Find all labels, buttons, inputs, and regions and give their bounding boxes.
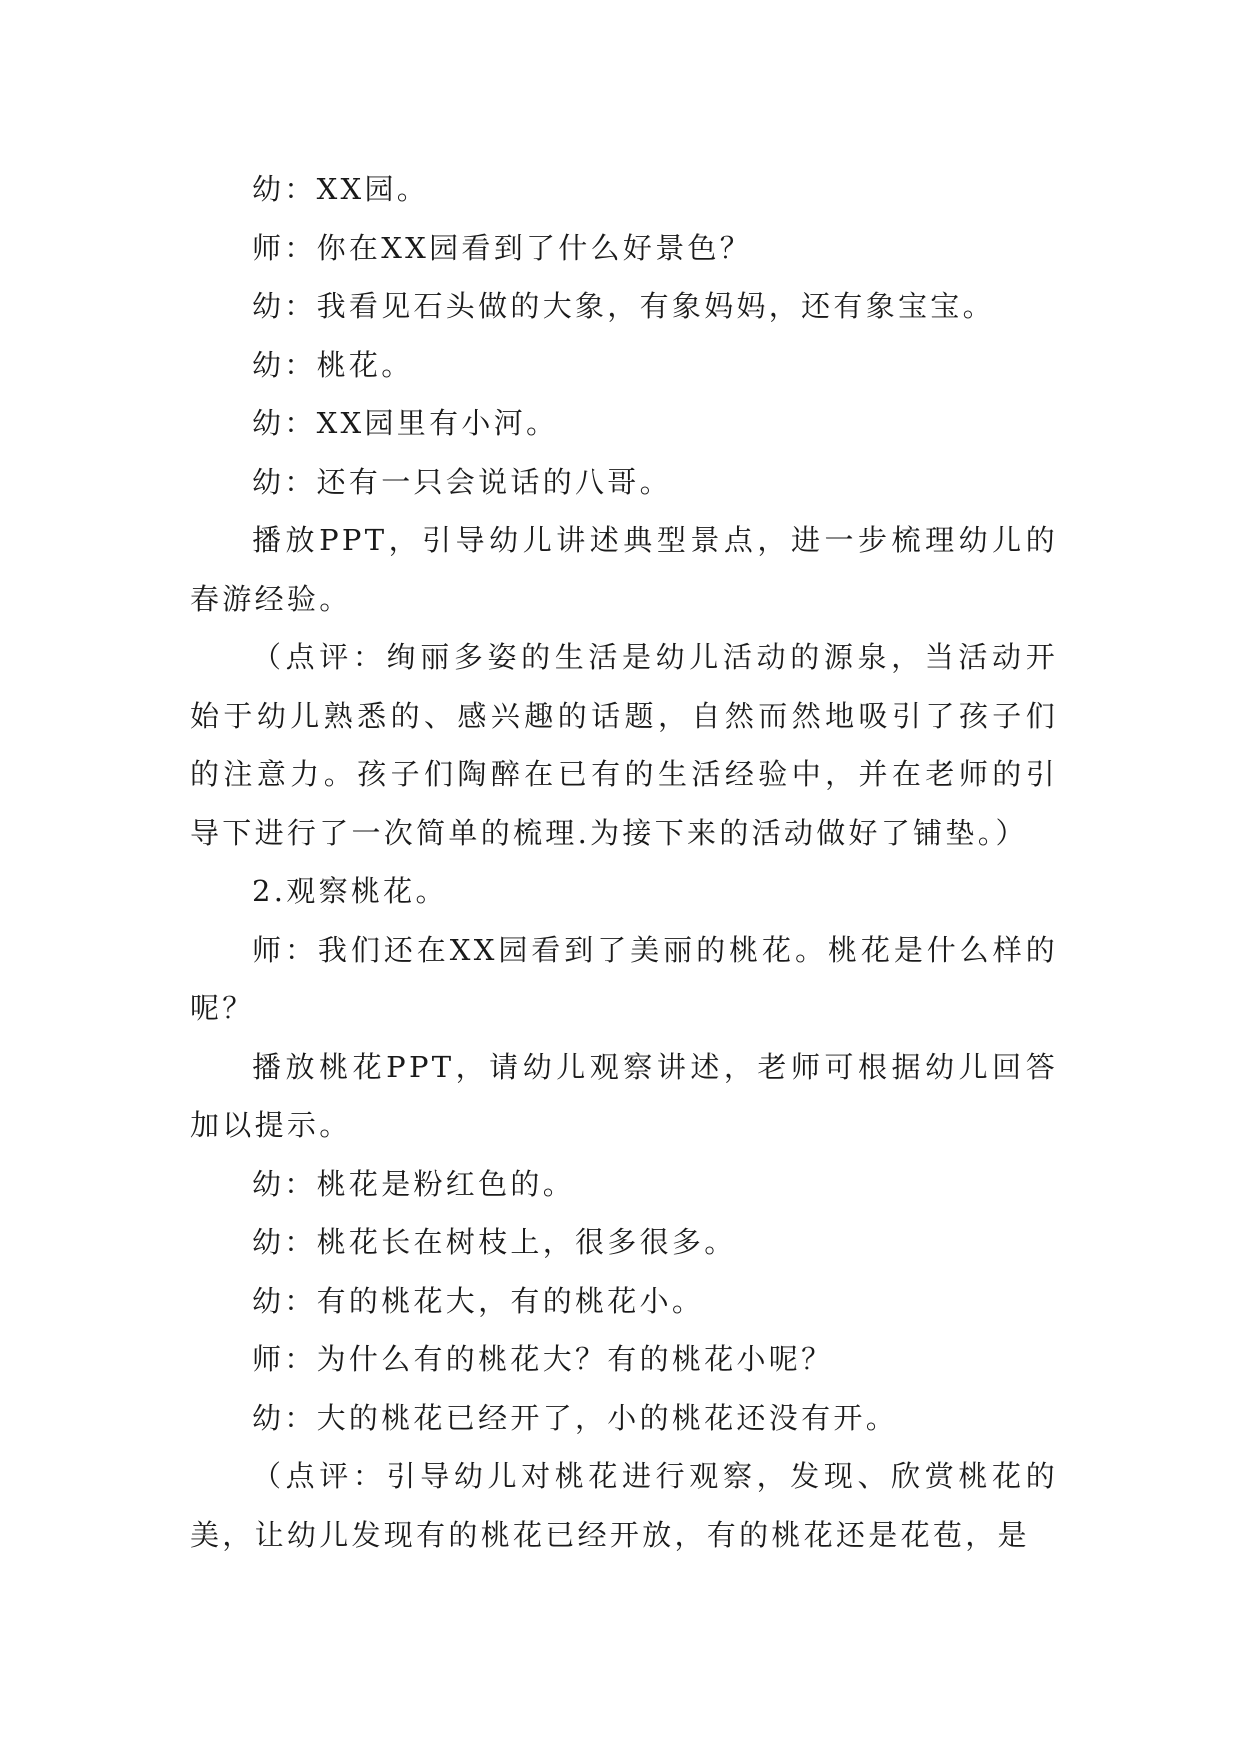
- paragraph-10: 师：我们还在XX园看到了美丽的桃花。桃花是什么样的呢？: [190, 932, 1058, 1025]
- paragraph-5: 幼：XX园里有小河。: [252, 406, 559, 440]
- paragraph-3: 幼：我看见石头做的大象，有象妈妈，还有象宝宝。: [252, 289, 995, 323]
- paragraph-8-comment: （点评：绚丽多姿的生活是幼儿活动的源泉，当活动开始于幼儿熟悉的、感兴趣的话题，自然而然地吸引了孩子们的注意力。孩子们陶醉在已有的生活经验中，并在老师的引导下进行了一次简单的梳理.为接下来的活动做好了铺垫。）: [190, 640, 1058, 850]
- paragraph-13: 幼：桃花长在树枝上，很多很多。: [252, 1225, 737, 1259]
- paragraph-11: 播放桃花PPT，请幼儿观察讲述，老师可根据幼儿回答加以提示。: [190, 1049, 1058, 1142]
- paragraph-17-comment: （点评：引导幼儿对桃花进行观察，发现、欣赏桃花的美，让幼儿发现有的桃花已经开放，有的桃花还是花苞，是: [190, 1459, 1058, 1552]
- paragraph-2: 师：你在XX园看到了什么好景色？: [252, 230, 753, 265]
- paragraph-9-section-heading: 2.观察桃花。: [252, 874, 448, 908]
- paragraph-12: 幼：桃花是粉红色的。: [252, 1166, 576, 1201]
- paragraph-6: 幼：还有一只会说话的八哥。: [252, 464, 672, 499]
- paragraph-1: 幼：XX园。: [252, 172, 430, 206]
- paragraph-15: 师：为什么有的桃花大？有的桃花小呢？: [252, 1342, 834, 1376]
- document-body: [190, 160, 1058, 1564]
- paragraph-7: 播放PPT，引导幼儿讲述典型景点，进一步梳理幼儿的春游经验。: [190, 523, 1058, 616]
- paragraph-16: 幼：大的桃花已经开了，小的桃花还没有开。: [252, 1400, 899, 1435]
- paragraph-14: 幼：有的桃花大，有的桃花小。: [252, 1283, 705, 1318]
- paragraph-4: 幼：桃花。: [252, 347, 414, 382]
